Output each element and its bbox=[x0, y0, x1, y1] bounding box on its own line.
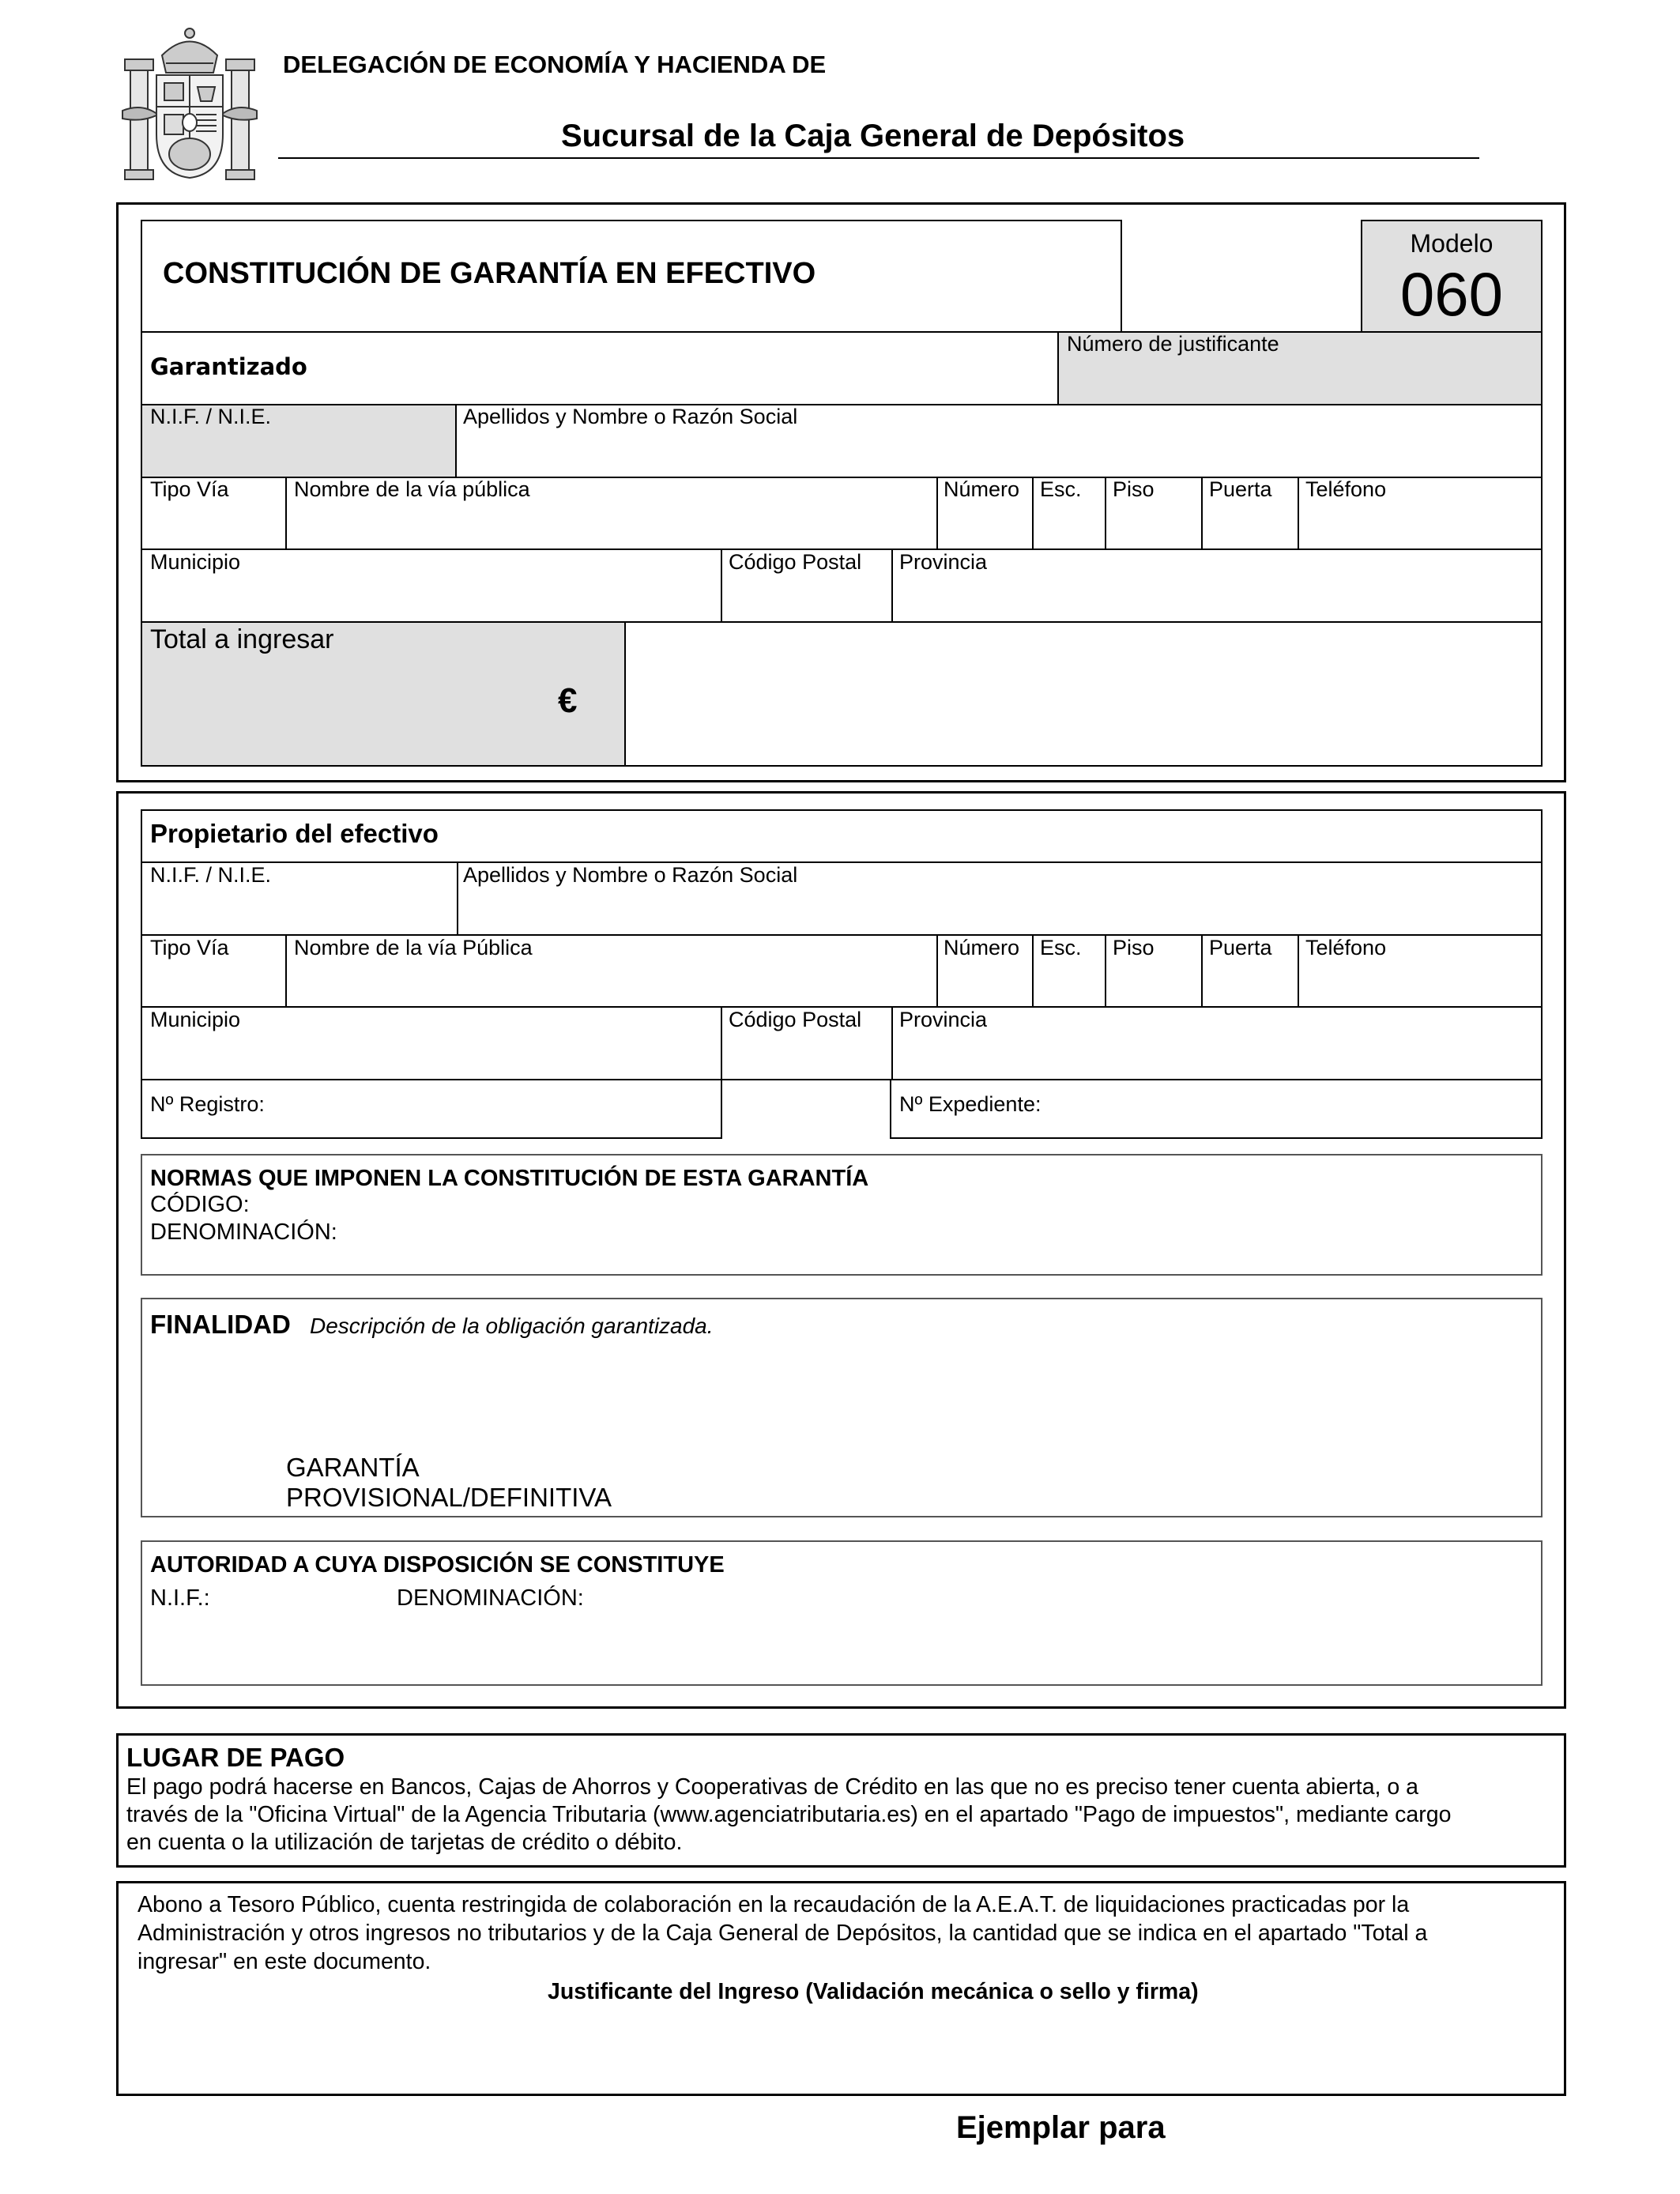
propietario-numero[interactable]: Número bbox=[944, 936, 1020, 959]
garantizado-municipio[interactable]: Municipio bbox=[150, 550, 241, 574]
numero-justificante-label: Número de justificante bbox=[1067, 332, 1279, 356]
normas-heading: NORMAS QUE IMPONEN LA CONSTITUCIÓN DE ESTA GARANTÍA bbox=[150, 1166, 869, 1191]
propietario-piso[interactable]: Piso bbox=[1113, 936, 1155, 959]
propietario-id-row bbox=[141, 861, 1543, 936]
garantizado-puerta[interactable]: Puerta bbox=[1209, 477, 1272, 501]
garantizado-nombre-via[interactable]: Nombre de la vía pública bbox=[294, 477, 530, 501]
finalidad-heading: FINALIDAD bbox=[150, 1310, 291, 1339]
propietario-municipio[interactable]: Municipio bbox=[150, 1008, 241, 1031]
garantizado-provincia[interactable]: Provincia bbox=[899, 550, 988, 574]
euro-symbol: € bbox=[558, 681, 578, 720]
total-amount-field[interactable] bbox=[626, 621, 1543, 767]
coat-of-arms-logo bbox=[119, 24, 261, 182]
divider bbox=[1298, 934, 1299, 1008]
propietario-puerta[interactable]: Puerta bbox=[1209, 936, 1272, 959]
form-title: CONSTITUCIÓN DE GARANTÍA EN EFECTIVO bbox=[163, 257, 816, 290]
modelo-number: 060 bbox=[1399, 259, 1504, 329]
divider bbox=[1105, 934, 1106, 1008]
registro-label: Nº Registro: bbox=[150, 1092, 265, 1116]
autoridad-nif[interactable]: N.I.F.: bbox=[150, 1585, 210, 1611]
abono-line1: Abono a Tesoro Público, cuenta restringida de colaboración en la recaudación de la A.E.A.T. de liquidaciones practicadas por la bbox=[137, 1892, 1410, 1917]
propietario-provincia[interactable]: Provincia bbox=[899, 1008, 988, 1031]
divider bbox=[891, 1006, 893, 1080]
garantizado-apellidos-label: Apellidos y Nombre o Razón Social bbox=[463, 405, 798, 428]
total-label: Total a ingresar bbox=[150, 624, 334, 654]
garantizado-piso[interactable]: Piso bbox=[1113, 477, 1155, 501]
normas-codigo[interactable]: CÓDIGO: bbox=[150, 1192, 250, 1217]
finalidad-desc[interactable]: Descripción de la obligación garantizada. bbox=[310, 1314, 714, 1338]
divider bbox=[1105, 477, 1106, 550]
divider bbox=[1201, 934, 1203, 1008]
normas-denominacion[interactable]: DENOMINACIÓN: bbox=[150, 1220, 337, 1245]
propietario-apellidos[interactable]: Apellidos y Nombre o Razón Social bbox=[463, 863, 798, 887]
garantizado-esc[interactable]: Esc. bbox=[1040, 477, 1082, 501]
divider bbox=[936, 477, 938, 550]
garantizado-telefono[interactable]: Teléfono bbox=[1305, 477, 1387, 501]
propietario-esc[interactable]: Esc. bbox=[1040, 936, 1082, 959]
finalidad-garantia: GARANTÍA bbox=[286, 1453, 420, 1482]
propietario-nombre-via[interactable]: Nombre de la vía Pública bbox=[294, 936, 533, 959]
divider bbox=[285, 934, 287, 1008]
justificante-label: Justificante del Ingreso (Validación mecánica o sello y firma) bbox=[548, 1979, 1199, 2004]
lugar-pago-line1: El pago podrá hacerse en Bancos, Cajas de Ahorros y Cooperativas de Crédito en las que no es preciso tener cuenta abierta, o a bbox=[126, 1774, 1419, 1800]
expediente-label: Nº Expediente: bbox=[899, 1092, 1042, 1116]
divider bbox=[1032, 934, 1034, 1008]
ejemplar-label: Ejemplar para bbox=[956, 2110, 1166, 2145]
garantizado-nif-label: N.I.F. / N.I.E. bbox=[150, 405, 272, 428]
garantizado-tipo-via[interactable]: Tipo Vía bbox=[150, 477, 229, 501]
lugar-pago-line3: en cuenta o la utilización de tarjetas de crédito o débito. bbox=[126, 1830, 683, 1855]
garantizado-codigo-postal[interactable]: Código Postal bbox=[729, 550, 862, 574]
divider bbox=[721, 1006, 722, 1080]
lugar-pago-line2: través de la "Oficina Virtual" de la Agencia Tributaria (www.agenciatributaria.es) en el apartado "Pago de impuestos", mediante cargo bbox=[126, 1802, 1452, 1827]
delegacion-title: DELEGACIÓN DE ECONOMÍA Y HACIENDA DE bbox=[283, 51, 827, 78]
abono-line2: Administración y otros ingresos no tributarios y de la Caja General de Depósitos, la cantidad que se indica en el apartado "Total a bbox=[137, 1921, 1428, 1946]
validacion-area[interactable] bbox=[137, 2011, 1544, 2087]
lugar-pago-heading: LUGAR DE PAGO bbox=[126, 1743, 345, 1772]
header-rule bbox=[278, 157, 1479, 159]
divider bbox=[721, 548, 722, 623]
autoridad-denominacion[interactable]: DENOMINACIÓN: bbox=[397, 1585, 584, 1611]
divider bbox=[457, 861, 458, 936]
propietario-tipo-via[interactable]: Tipo Vía bbox=[150, 936, 229, 959]
divider bbox=[1298, 477, 1299, 550]
garantizado-heading: Garantizado bbox=[150, 353, 307, 380]
divider bbox=[891, 548, 893, 623]
garantizado-numero[interactable]: Número bbox=[944, 477, 1020, 501]
divider bbox=[1032, 477, 1034, 550]
propietario-nif[interactable]: N.I.F. / N.I.E. bbox=[150, 863, 272, 887]
propietario-telefono[interactable]: Teléfono bbox=[1305, 936, 1387, 959]
sucursal-title: Sucursal de la Caja General de Depósitos bbox=[561, 119, 1185, 153]
divider bbox=[936, 934, 938, 1008]
divider bbox=[1201, 477, 1203, 550]
autoridad-heading: AUTORIDAD A CUYA DISPOSICIÓN SE CONSTITUYE bbox=[150, 1552, 725, 1578]
propietario-heading: Propietario del efectivo bbox=[150, 819, 439, 848]
finalidad-tipo: PROVISIONAL/DEFINITIVA bbox=[286, 1483, 612, 1512]
divider bbox=[285, 477, 287, 550]
modelo-label: Modelo bbox=[1410, 229, 1494, 258]
propietario-codigo-postal[interactable]: Código Postal bbox=[729, 1008, 862, 1031]
abono-line3: ingresar" en este documento. bbox=[137, 1949, 431, 1974]
